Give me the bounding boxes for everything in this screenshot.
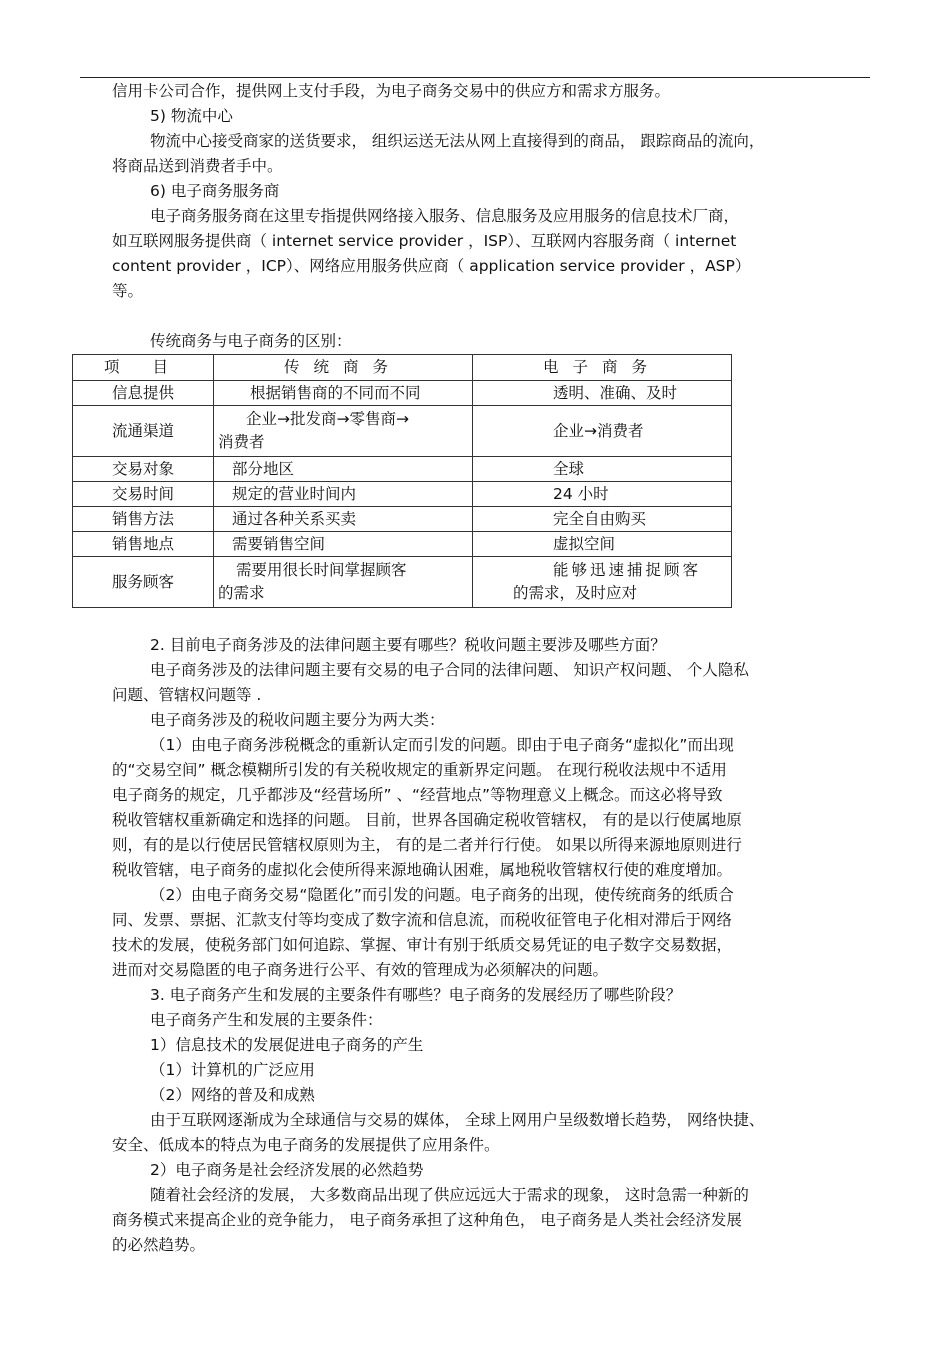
q3-condition-1b: （2）网络的普及和成熟 [150,1086,315,1104]
row-item: 服务顾客 [73,557,214,608]
row-ecommerce: 虚拟空间 [553,534,616,553]
heading-logistics: 5) 物流中心 [150,107,233,125]
q3-condition-1-para-1: 由于互联网逐渐成为全球通信与交易的媒体， 全球上网用户呈级数增长趋势， 网络快捷、 [150,1111,765,1129]
paragraph-logistics-2: 将商品送到消费者手中。 [112,157,283,175]
row-ecommerce: 24 小时 [553,484,609,503]
paragraph-logistics-1: 物流中心接受商家的送货要求， 组织运送无法从网上直接得到的商品， 跟踪商品的流向， [150,132,765,150]
q2-tax-1-line-1: （1）由电子商务涉税概念的重新认定而引发的问题。即由于电子商务“虚拟化”而出现 [150,736,734,754]
row-ecommerce: 企业→消费者 [553,421,644,440]
q3-condition-2-para-1: 随着社会经济的发展， 大多数商品出现了供应远远大于需求的现象， 这时急需一种新的 [150,1186,749,1204]
table-header-row [73,355,732,381]
row-item: 销售地点 [73,532,214,557]
heading-ec-provider: 6) 电子商务服务商 [150,182,280,200]
table-row [73,557,732,608]
q2-tax-1-line-5: 则，有的是以行使居民管辖权原则为主， 有的是二者并行行使。 如果以所得来源地原则进行 [112,836,742,854]
row-traditional: 规定的营业时间内 [232,484,357,503]
row-traditional: 需要用很长时间掌握顾客 [236,561,407,579]
table-caption: 传统商务与电子商务的区别： [150,332,352,350]
row-item: 流通渠道 [73,406,214,457]
row-traditional: 企业→批发商→零售商→ [246,410,409,428]
q2-answer-line-1: 电子商务涉及的法律问题主要有交易的电子合同的法律问题、 知识产权问题、 个人隐私 [150,661,749,679]
q3-condition-2-para-3: 的必然趋势。 [112,1236,206,1254]
q2-tax-intro: 电子商务涉及的税收问题主要分为两大类： [150,711,445,729]
row-ecommerce: 透明、准确、及时 [553,383,678,402]
row-traditional: 根据销售商的不同而不同 [250,383,421,402]
table-row [73,532,732,557]
q3-condition-2: 2）电子商务是社会经济发展的必然趋势 [150,1161,424,1179]
table-row [73,507,732,532]
row-traditional-cont: 消费者 [218,433,265,451]
row-ecommerce: 全球 [553,459,585,478]
row-ecommerce-cont: 的需求，及时应对 [513,584,638,602]
q2-tax-2-line-4: 进而对交易隐匿的电子商务进行公平、有效的管理成为必须解决的问题。 [112,961,609,979]
row-item: 交易对象 [73,457,214,482]
header-ecommerce: 电子商务 [473,355,732,381]
row-ecommerce: 完全自由购买 [553,509,647,528]
table-row [73,406,732,457]
paragraph-ec-provider-1: 电子商务服务商在这里专指提供网络接入服务、信息服务及应用服务的信息技术厂商， [150,207,740,225]
paragraph-ec-provider-3: content provider ，ICP）、网络应用服务供应商（ application service provider ，ASP） [112,257,751,275]
row-traditional: 通过各种关系买卖 [232,509,357,528]
q3-condition-1-para-2: 安全、低成本的特点为电子商务的发展提供了应用条件。 [112,1136,500,1154]
q3-condition-1a: （1）计算机的广泛应用 [150,1061,315,1079]
table-row [73,457,732,482]
row-item: 信息提供 [73,381,214,406]
paragraph-ec-provider-4: 等。 [112,282,144,300]
paragraph-ec-provider-2: 如互联网服务提供商（ internet service provider ，ISP）、互联网内容服务商（ internet [112,232,737,250]
q2-tax-2-line-1: （2）由电子商务交易“隐匿化”而引发的问题。电子商务的出现，使传统商务的纸质合 [150,886,734,904]
question-2: 2. 目前电子商务涉及的法律问题主要有哪些？税收问题主要涉及哪些方面？ [150,636,666,654]
header-traditional: 传统商务 [214,355,473,381]
row-traditional: 部分地区 [232,459,295,478]
q2-tax-1-line-2: 的“交易空间” 概念模糊所引发的有关税收规定的重新界定问题。 在现行税收法规中不适用 [112,761,727,779]
header-item: 项 目 [73,355,214,381]
comparison-table [72,354,732,608]
table-row [73,482,732,507]
row-item: 销售方法 [73,507,214,532]
q2-tax-2-line-3: 技术的发展，使税务部门如何追踪、掌握、审计有别于纸质交易凭证的电子数字交易数据， [112,936,733,954]
top-line-1: 信用卡公司合作，提供网上支付手段，为电子商务交易中的供应方和需求方服务。 [112,82,671,100]
q2-tax-2-line-2: 同、发票、票据、汇款支付等均变成了数字流和信息流，而税收征管电子化相对滞后于网络 [112,911,733,929]
q2-tax-1-line-6: 税收管辖，电子商务的虚拟化会使所得来源地确认困难，属地税收管辖权行使的难度增加。 [112,861,733,879]
q2-tax-1-line-4: 税收管辖权重新确定和选择的问题。 目前，世界各国确定税收管辖权， 有的是以行使属地原 [112,811,742,829]
header-rule [80,77,870,78]
q2-answer-line-2: 问题、管辖权问题等 . [112,686,262,704]
question-3: 3. 电子商务产生和发展的主要条件有哪些？电子商务的发展经历了哪些阶段？ [150,986,682,1004]
row-traditional: 需要销售空间 [232,534,326,553]
table-row [73,381,732,406]
q3-conditions-intro: 电子商务产生和发展的主要条件： [150,1011,383,1029]
q3-condition-2-para-2: 商务模式来提高企业的竞争能力， 电子商务承担了这种角色， 电子商务是人类社会经济发展 [112,1211,742,1229]
q3-condition-1: 1）信息技术的发展促进电子商务的产生 [150,1036,424,1054]
row-ecommerce: 能够迅速捕捉顾客 [553,561,702,579]
row-item: 交易时间 [73,482,214,507]
q2-tax-1-line-3: 电子商务的规定，几乎都涉及“经营场所” 、“经营地点”等物理意义上概念。而这必将导致 [112,786,723,804]
row-traditional-cont: 的需求 [218,584,265,602]
